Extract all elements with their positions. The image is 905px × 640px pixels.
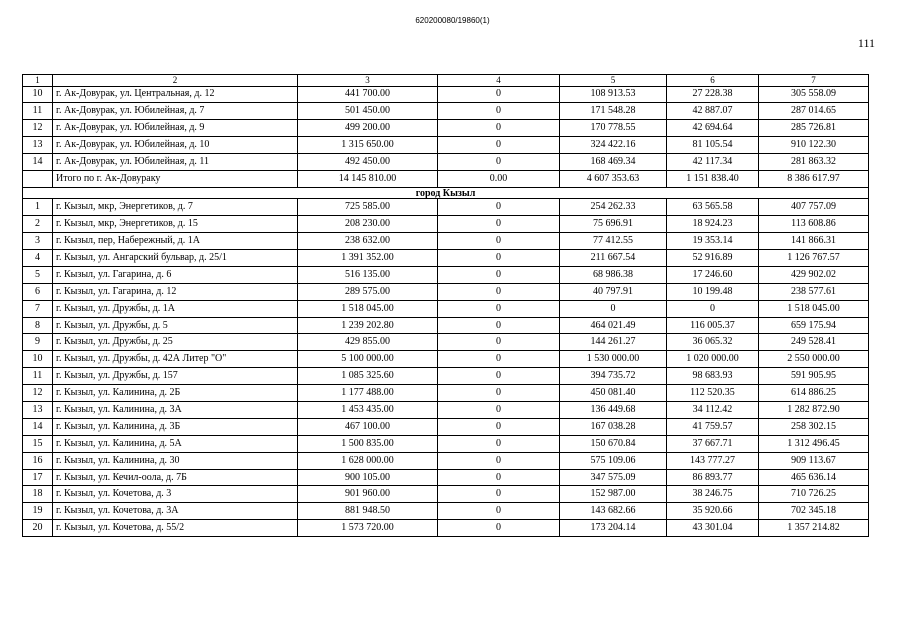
- cell-address: г. Кызыл, ул. Дружбы, д. 1А: [53, 300, 298, 317]
- cell-row-number: 3: [23, 233, 53, 250]
- cell-total-cost: 1 085 325.60: [298, 368, 438, 385]
- cell-col-6: 36 065.32: [667, 334, 759, 351]
- cell-address: г. Ак-Довурак, ул. Центральная, д. 12: [53, 86, 298, 103]
- cell-row-number: 8: [23, 317, 53, 334]
- cell-row-number: 9: [23, 334, 53, 351]
- cell-col-4: 0: [438, 435, 560, 452]
- cell-col-4: 0: [438, 86, 560, 103]
- cell-address: г. Кызыл, ул. Калинина, д. 2Б: [53, 385, 298, 402]
- table-row: [23, 402, 869, 419]
- cell-col-5: 152 987.00: [560, 486, 667, 503]
- cell-row-number: 6: [23, 283, 53, 300]
- cell-col-7: 614 886.25: [759, 385, 869, 402]
- cell-address: г. Кызыл, ул. Ангарский бульвар, д. 25/1: [53, 250, 298, 267]
- cell-col-6: 98 683.93: [667, 368, 759, 385]
- cell-address: г. Кызыл, ул. Гагарина, д. 12: [53, 283, 298, 300]
- cell-col-4: 0: [438, 199, 560, 216]
- cell-col-5: 167 038.28: [560, 418, 667, 435]
- cell-col-5: 575 109.06: [560, 452, 667, 469]
- cell-col-5: 168 469.34: [560, 154, 667, 171]
- table-row: [23, 103, 869, 120]
- cell-col-6: 1 020 000.00: [667, 351, 759, 368]
- cell-address: г. Кызыл, ул. Кочетова, д. 55/2: [53, 520, 298, 537]
- table-row: [23, 334, 869, 351]
- cell-total-cost: 441 700.00: [298, 86, 438, 103]
- cell-row-number: 17: [23, 469, 53, 486]
- cell-col-5: 0: [560, 300, 667, 317]
- cell-col-6: 42 117.34: [667, 154, 759, 171]
- cell-col-4: 0.00: [438, 170, 560, 187]
- table-row: [23, 154, 869, 171]
- cell-col-5: 170 778.55: [560, 120, 667, 137]
- cell-col-7: 909 113.67: [759, 452, 869, 469]
- cell-address: г. Кызыл, ул. Калинина, д. 30: [53, 452, 298, 469]
- cell-total-cost: 1 628 000.00: [298, 452, 438, 469]
- cell-row-number: [23, 170, 53, 187]
- cell-col-5: 40 797.91: [560, 283, 667, 300]
- cell-col-6: 10 199.48: [667, 283, 759, 300]
- table-row: [23, 435, 869, 452]
- cell-col-5: 324 422.16: [560, 137, 667, 154]
- cell-col-4: 0: [438, 233, 560, 250]
- table-row: [23, 520, 869, 537]
- cell-row-number: 10: [23, 351, 53, 368]
- cell-address: г. Кызыл, ул. Кочетова, д. 3: [53, 486, 298, 503]
- cell-col-7: 305 558.09: [759, 86, 869, 103]
- cell-total-cost: 1 453 435.00: [298, 402, 438, 419]
- cell-col-7: 258 302.15: [759, 418, 869, 435]
- cell-col-6: 42 887.07: [667, 103, 759, 120]
- table-row: [23, 199, 869, 216]
- header-col-7: 7: [759, 75, 869, 87]
- table-row: [23, 452, 869, 469]
- table-row: [23, 503, 869, 520]
- table-row: [23, 486, 869, 503]
- cell-row-number: 2: [23, 216, 53, 233]
- cell-total-cost: 1 500 835.00: [298, 435, 438, 452]
- cell-address: г. Ак-Довурак, ул. Юбилейная, д. 11: [53, 154, 298, 171]
- cell-address: г. Кызыл, ул. Калинина, д. 3А: [53, 402, 298, 419]
- cell-col-6: 143 777.27: [667, 452, 759, 469]
- cell-total-cost: 901 960.00: [298, 486, 438, 503]
- cell-col-5: 108 913.53: [560, 86, 667, 103]
- cell-col-6: 112 520.35: [667, 385, 759, 402]
- cell-total-cost: 1 177 488.00: [298, 385, 438, 402]
- cell-address: г. Кызыл, ул. Дружбы, д. 25: [53, 334, 298, 351]
- cell-row-number: 20: [23, 520, 53, 537]
- cell-col-4: 0: [438, 154, 560, 171]
- cell-row-number: 4: [23, 250, 53, 267]
- cell-total-cost: 1 391 352.00: [298, 250, 438, 267]
- cell-col-5: 171 548.28: [560, 103, 667, 120]
- cell-col-6: 1 151 838.40: [667, 170, 759, 187]
- cell-col-5: 347 575.09: [560, 469, 667, 486]
- cell-total-cost: 1 315 650.00: [298, 137, 438, 154]
- cell-address: г. Кызыл, ул. Дружбы, д. 157: [53, 368, 298, 385]
- cell-col-5: 136 449.68: [560, 402, 667, 419]
- cell-col-7: 429 902.02: [759, 266, 869, 283]
- table-row: [23, 317, 869, 334]
- cell-col-7: 659 175.94: [759, 317, 869, 334]
- table-row: [23, 385, 869, 402]
- cell-address: г. Кызыл, ул. Кочетова, д. 3А: [53, 503, 298, 520]
- table-row: [23, 283, 869, 300]
- cell-col-5: 68 986.38: [560, 266, 667, 283]
- cell-col-6: 86 893.77: [667, 469, 759, 486]
- cell-total-cost: 900 105.00: [298, 469, 438, 486]
- cell-address: г. Кызыл, ул. Кечил-оола, д. 7Б: [53, 469, 298, 486]
- table-row: [23, 418, 869, 435]
- cell-col-4: 0: [438, 120, 560, 137]
- header-row-number: 1: [23, 75, 53, 87]
- document-id: 620200080/19860(1): [415, 16, 490, 25]
- cell-row-number: 1: [23, 199, 53, 216]
- table-row: [23, 137, 869, 154]
- cell-total-cost: 238 632.00: [298, 233, 438, 250]
- cell-total-cost: 1 573 720.00: [298, 520, 438, 537]
- cell-col-6: 27 228.38: [667, 86, 759, 103]
- cell-col-5: 450 081.40: [560, 385, 667, 402]
- cell-col-7: 910 122.30: [759, 137, 869, 154]
- cell-col-4: 0: [438, 385, 560, 402]
- cell-row-number: 11: [23, 103, 53, 120]
- cell-col-6: 18 924.23: [667, 216, 759, 233]
- cell-col-5: 143 682.66: [560, 503, 667, 520]
- cell-col-4: 0: [438, 418, 560, 435]
- cell-row-number: 5: [23, 266, 53, 283]
- table-header-row: [23, 75, 869, 87]
- cell-col-7: 287 014.65: [759, 103, 869, 120]
- cell-col-6: 35 920.66: [667, 503, 759, 520]
- cell-col-4: 0: [438, 486, 560, 503]
- cell-col-4: 0: [438, 266, 560, 283]
- cell-total-cost: 5 100 000.00: [298, 351, 438, 368]
- cell-col-6: 0: [667, 300, 759, 317]
- cell-col-4: 0: [438, 137, 560, 154]
- cell-total-cost: 501 450.00: [298, 103, 438, 120]
- cell-row-number: 19: [23, 503, 53, 520]
- cell-col-7: 1 518 045.00: [759, 300, 869, 317]
- cell-col-5: 464 021.49: [560, 317, 667, 334]
- table-row: [23, 266, 869, 283]
- cell-col-5: 144 261.27: [560, 334, 667, 351]
- cell-col-6: 63 565.58: [667, 199, 759, 216]
- cell-col-4: 0: [438, 368, 560, 385]
- cell-total-cost: 289 575.00: [298, 283, 438, 300]
- cell-col-7: 141 866.31: [759, 233, 869, 250]
- cell-col-6: 37 667.71: [667, 435, 759, 452]
- cell-address: г. Ак-Довурак, ул. Юбилейная, д. 9: [53, 120, 298, 137]
- cell-address: г. Кызыл, ул. Дружбы, д. 5: [53, 317, 298, 334]
- cell-col-5: 77 412.55: [560, 233, 667, 250]
- cell-row-number: 15: [23, 435, 53, 452]
- cell-col-6: 19 353.14: [667, 233, 759, 250]
- cell-col-6: 52 916.89: [667, 250, 759, 267]
- cell-col-4: 0: [438, 283, 560, 300]
- section-title: город Кызыл: [23, 187, 869, 199]
- cell-col-6: 81 105.54: [667, 137, 759, 154]
- cell-total-cost: 1 239 202.80: [298, 317, 438, 334]
- cell-address: г. Кызыл, мкр, Энергетиков, д. 15: [53, 216, 298, 233]
- cell-col-5: 254 262.33: [560, 199, 667, 216]
- table-row: [23, 233, 869, 250]
- cell-address: г. Ак-Довурак, ул. Юбилейная, д. 7: [53, 103, 298, 120]
- header-address: 2: [53, 75, 298, 87]
- table-row: [23, 368, 869, 385]
- header-col-6: 6: [667, 75, 759, 87]
- cell-col-4: 0: [438, 503, 560, 520]
- table-row: [23, 300, 869, 317]
- cell-row-number: 14: [23, 418, 53, 435]
- cell-col-6: 116 005.37: [667, 317, 759, 334]
- cell-address: г. Кызыл, ул. Гагарина, д. 6: [53, 266, 298, 283]
- cell-col-6: 42 694.64: [667, 120, 759, 137]
- cell-col-6: 17 246.60: [667, 266, 759, 283]
- cell-col-7: 702 345.18: [759, 503, 869, 520]
- header-col-5: 5: [560, 75, 667, 87]
- cell-col-7: 710 726.25: [759, 486, 869, 503]
- cell-col-7: 249 528.41: [759, 334, 869, 351]
- cell-total-cost: 208 230.00: [298, 216, 438, 233]
- cell-total-cost: 429 855.00: [298, 334, 438, 351]
- cell-col-7: 1 282 872.90: [759, 402, 869, 419]
- cell-col-6: 41 759.57: [667, 418, 759, 435]
- cell-col-6: 34 112.42: [667, 402, 759, 419]
- cell-col-5: 4 607 353.63: [560, 170, 667, 187]
- cell-col-7: 591 905.95: [759, 368, 869, 385]
- cell-row-number: 11: [23, 368, 53, 385]
- table-row: [23, 86, 869, 103]
- cell-row-number: 13: [23, 402, 53, 419]
- cell-col-4: 0: [438, 520, 560, 537]
- cell-col-5: 75 696.91: [560, 216, 667, 233]
- cell-total-cost: 467 100.00: [298, 418, 438, 435]
- cell-col-5: 150 670.84: [560, 435, 667, 452]
- cell-col-4: 0: [438, 250, 560, 267]
- cell-col-7: 8 386 617.97: [759, 170, 869, 187]
- cell-col-7: 1 126 767.57: [759, 250, 869, 267]
- table-row: [23, 469, 869, 486]
- cell-total-cost: 499 200.00: [298, 120, 438, 137]
- total-row: [23, 170, 869, 187]
- cell-col-7: 1 357 214.82: [759, 520, 869, 537]
- cell-col-4: 0: [438, 469, 560, 486]
- cell-address: г. Ак-Довурак, ул. Юбилейная, д. 10: [53, 137, 298, 154]
- cell-row-number: 10: [23, 86, 53, 103]
- cell-address: г. Кызыл, пер, Набережный, д. 1А: [53, 233, 298, 250]
- cell-total-cost: 725 585.00: [298, 199, 438, 216]
- table-row: [23, 351, 869, 368]
- cell-row-number: 16: [23, 452, 53, 469]
- data-table: [22, 74, 869, 537]
- cell-address: г. Кызыл, ул. Дружбы, д. 42А Литер "О": [53, 351, 298, 368]
- cell-col-7: 2 550 000.00: [759, 351, 869, 368]
- cell-row-number: 14: [23, 154, 53, 171]
- cell-col-7: 1 312 496.45: [759, 435, 869, 452]
- cell-col-7: 281 863.32: [759, 154, 869, 171]
- cell-row-number: 12: [23, 120, 53, 137]
- cell-col-5: 1 530 000.00: [560, 351, 667, 368]
- cell-col-4: 0: [438, 402, 560, 419]
- cell-col-6: 43 301.04: [667, 520, 759, 537]
- cell-col-7: 285 726.81: [759, 120, 869, 137]
- header-col-4: 4: [438, 75, 560, 87]
- cell-col-4: 0: [438, 334, 560, 351]
- table-row: [23, 120, 869, 137]
- cell-address: Итого по г. Ак-Довураку: [53, 170, 298, 187]
- cell-row-number: 12: [23, 385, 53, 402]
- cell-col-7: 407 757.09: [759, 199, 869, 216]
- cell-col-4: 0: [438, 300, 560, 317]
- cell-total-cost: 492 450.00: [298, 154, 438, 171]
- cell-total-cost: 516 135.00: [298, 266, 438, 283]
- cell-total-cost: 1 518 045.00: [298, 300, 438, 317]
- section-header-row: [23, 187, 869, 199]
- cell-col-4: 0: [438, 103, 560, 120]
- cell-col-4: 0: [438, 317, 560, 334]
- cell-row-number: 13: [23, 137, 53, 154]
- cell-col-6: 38 246.75: [667, 486, 759, 503]
- cell-col-4: 0: [438, 452, 560, 469]
- cell-col-7: 238 577.61: [759, 283, 869, 300]
- cell-col-5: 394 735.72: [560, 368, 667, 385]
- cell-col-5: 173 204.14: [560, 520, 667, 537]
- cell-col-7: 465 636.14: [759, 469, 869, 486]
- cell-total-cost: 14 145 810.00: [298, 170, 438, 187]
- header-total-cost: 3: [298, 75, 438, 87]
- cell-col-7: 113 608.86: [759, 216, 869, 233]
- cell-col-4: 0: [438, 351, 560, 368]
- cell-row-number: 18: [23, 486, 53, 503]
- cell-total-cost: 881 948.50: [298, 503, 438, 520]
- table-row: [23, 216, 869, 233]
- cell-address: г. Кызыл, ул. Калинина, д. 5А: [53, 435, 298, 452]
- table-row: [23, 250, 869, 267]
- cell-address: г. Кызыл, ул. Калинина, д. 3Б: [53, 418, 298, 435]
- cell-address: г. Кызыл, мкр, Энергетиков, д. 7: [53, 199, 298, 216]
- cell-col-5: 211 667.54: [560, 250, 667, 267]
- cell-col-4: 0: [438, 216, 560, 233]
- page-number: 111: [857, 36, 875, 50]
- cell-row-number: 7: [23, 300, 53, 317]
